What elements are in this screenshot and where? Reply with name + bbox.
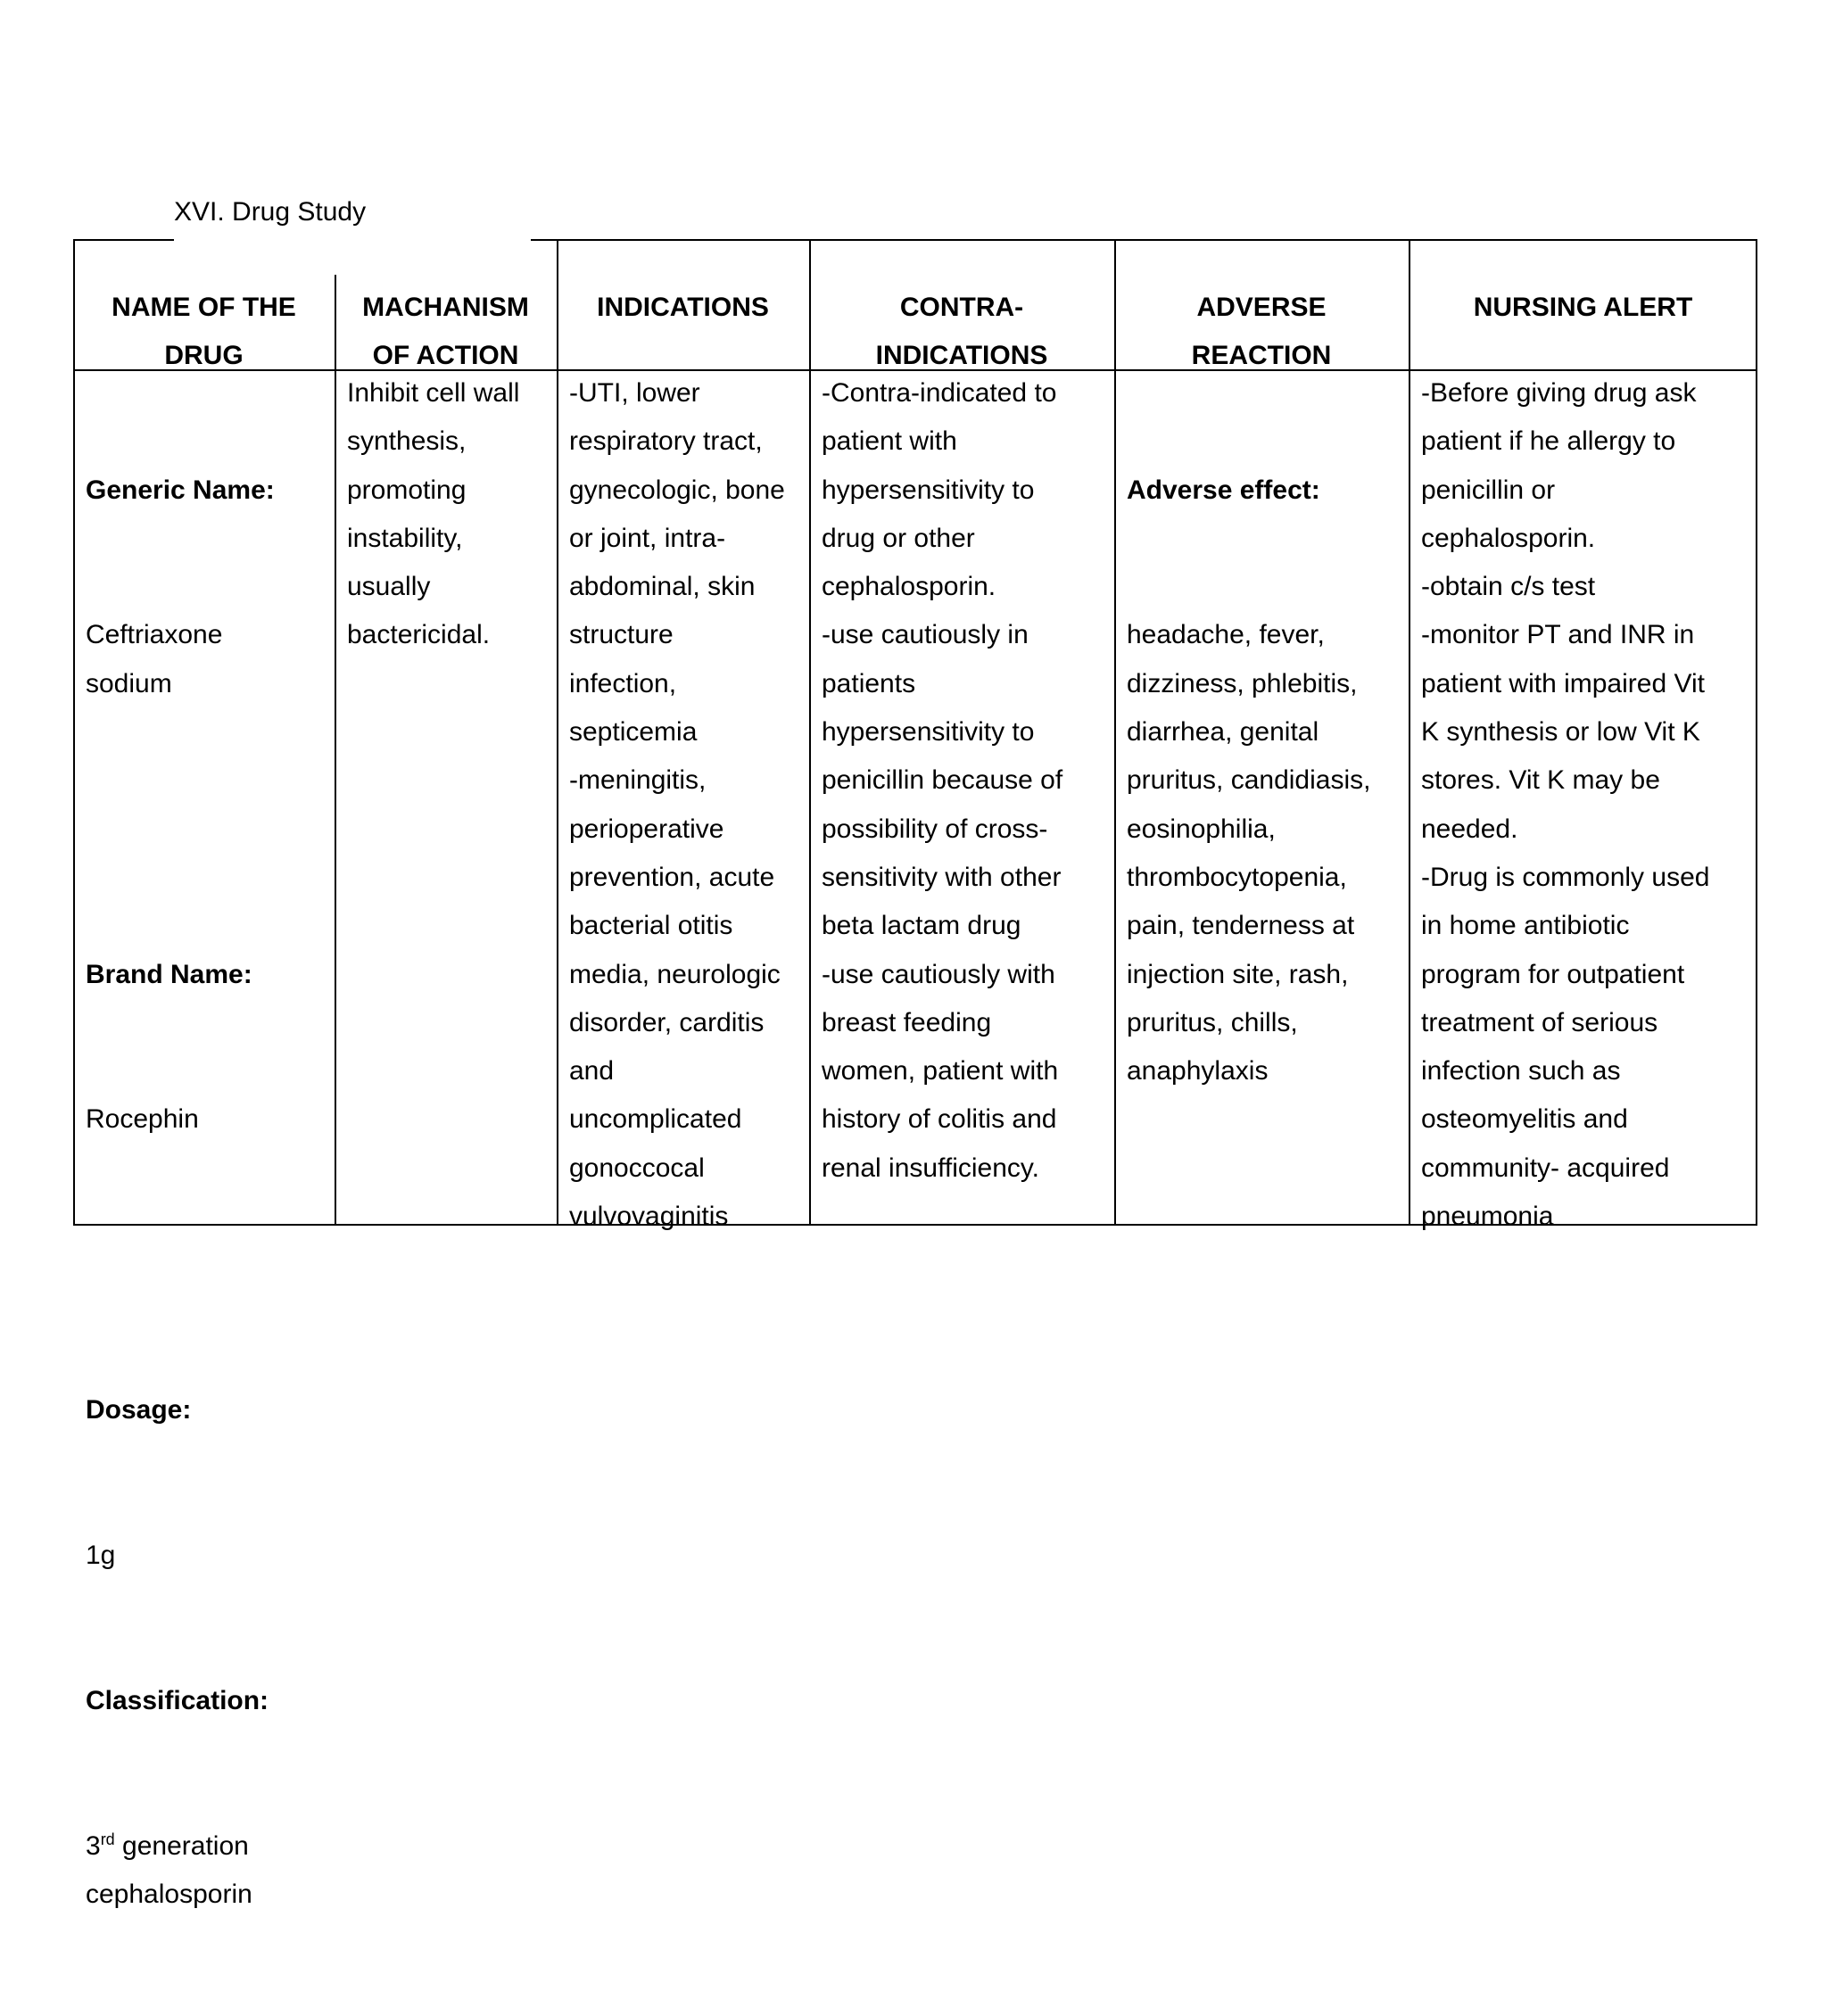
header-contraindications: CONTRA- INDICATIONS: [875, 293, 1048, 370]
generic-name-label: Generic Name:: [86, 475, 275, 505]
header-name-of-drug: NAME OF THE DRUG: [112, 293, 296, 370]
adverse-effect-text: headache, fever, dizziness, phlebitis, diarrhea, genital pruritus, candidiasis, eosinophilia, thrombocytopenia, pain, tenderness at injection site, rash, pruritus, chills, anaphylaxis: [1127, 620, 1371, 1086]
brand-name-label: Brand Name:: [86, 959, 252, 989]
header-indications: INDICATIONS: [597, 293, 769, 322]
generic-name-value: Ceftriaxone sodium: [86, 620, 223, 698]
nursing-alert-cell: -Before giving drug ask patient if he allergy to penicillin or cephalosporin. -obtain c/s test -monitor PT and INR in patient with impaired Vit K synthesis or low Vit K stores. Vit K may be needed. -Drug is commonly used in home antibiotic program for outpatient treatment of serious infection such as osteomyelitis and community- acquired pneumonia: [1421, 378, 1710, 1232]
adverse-reaction-cell: [1127, 369, 1370, 1193]
classification-value: 3rd generation cephalosporin: [86, 1830, 252, 1910]
table-top-border: [870, 239, 1757, 241]
drug-study-table: [73, 239, 1757, 1910]
document-title: XVI. Drug Study: [174, 197, 367, 227]
indications-cell: -UTI, lower respiratory tract, gynecologic, bone or joint, intra- abdominal, skin structure infection, septicemia -meningitis, perioperative prevention, acute bacterial otitis media, neurologic disorder, carditis and uncomplicated gonoccocal vulvovaginitis: [569, 378, 785, 1232]
header-mechanism: MACHANISM OF ACTION: [362, 293, 529, 370]
classification-label: Classification:: [86, 1686, 269, 1716]
column-divider: [335, 275, 336, 1226]
drug-name-cell: [86, 369, 275, 2016]
column-divider: [557, 239, 558, 1226]
column-divider: [1114, 239, 1116, 1226]
mechanism-cell: Inhibit cell wall synthesis, promoting instability, usually bactericidal.: [347, 378, 520, 650]
column-divider: [1409, 239, 1410, 1226]
header-adverse-reaction: ADVERSE REACTION: [1191, 293, 1332, 370]
dosage-value: 1g: [86, 1541, 116, 1571]
header-nursing-alert: NURSING ALERT: [1473, 293, 1693, 322]
contraindications-cell: -Contra-indicated to patient with hypersensitivity to drug or other cephalosporin. -use cautiously in patients hypersensitivity to penicillin because of possibility of cross- sensitivity with other beta lactam drug -use cautiously with breast feeding women, patient with history of colitis and renal insufficiency.: [822, 378, 1063, 1183]
brand-name-value: Rocephin: [86, 1104, 199, 1135]
dosage-label: Dosage:: [86, 1395, 192, 1425]
adverse-effect-label: Adverse effect:: [1127, 475, 1320, 505]
column-divider: [809, 239, 811, 1226]
